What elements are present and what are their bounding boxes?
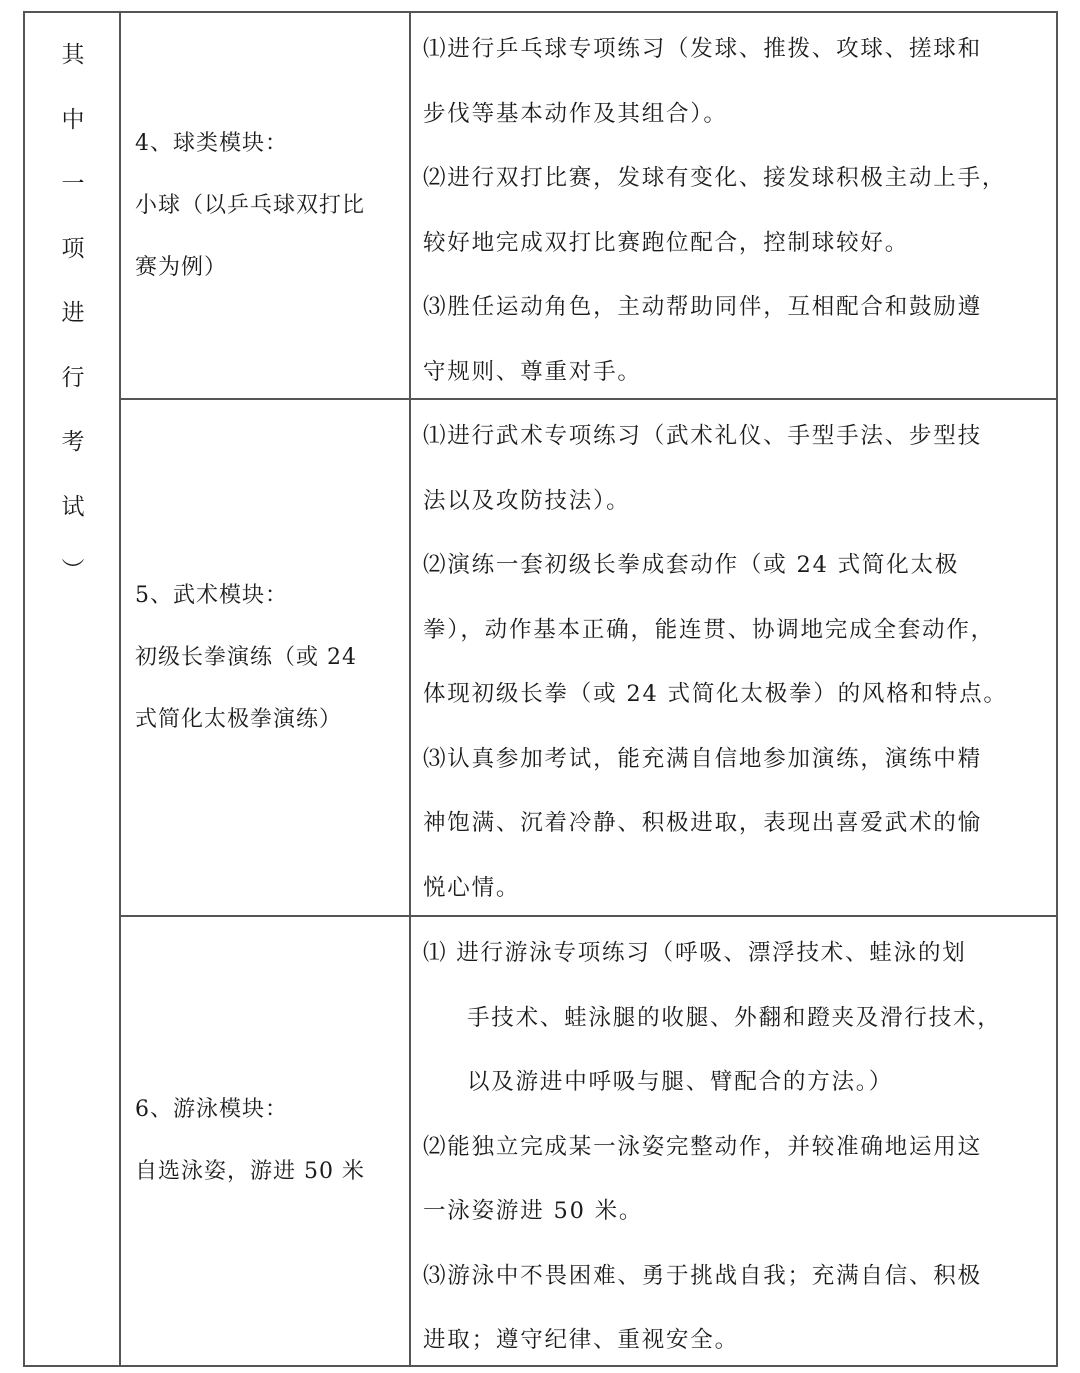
requirement-line: 较好地完成双打比赛跑位配合，控制球较好。 (423, 229, 910, 256)
requirement-line: 神饱满、沉着冷静、积极进取，表现出喜爱武术的愉 (423, 810, 982, 836)
requirement-line: 进取；遵守纪律、重视安全。 (423, 1327, 739, 1353)
side-label-char: ︶ (61, 558, 85, 584)
requirements-cell-wushu (413, 400, 1058, 915)
module-subtitle-line: 小球（以乒乓球双打比 (135, 192, 366, 218)
requirement-line: 拳），动作基本正确，能连贯、协调地完成全套动作， (423, 616, 995, 643)
side-label-char: 中 (61, 106, 85, 133)
requirement-line: ⑵进行双打比赛，发球有变化、接发球积极主动上手， (423, 165, 1007, 191)
side-label (25, 35, 121, 616)
side-label-char: 考 (61, 429, 85, 455)
requirement-line: 步伐等基本动作及其组合）。 (423, 100, 728, 127)
module-subtitle-line: 式简化太极拳演练） (135, 706, 343, 732)
side-label-char: 项 (61, 235, 85, 262)
requirement-line: 法以及攻防技法）。 (423, 487, 631, 514)
module-title: 5、武术模块： (135, 582, 288, 608)
requirements-cell-swimming (413, 917, 1058, 1365)
side-label-char: 其 (61, 42, 85, 68)
side-label-char: 试 (61, 493, 85, 520)
requirement-line: ⑴ 进行游泳专项练习（呼吸、漂浮技术、蛙泳的划 (423, 940, 967, 966)
side-label-char: 一 (61, 171, 85, 197)
requirement-line: ⑶认真参加考试，能充满自信地参加演练，演练中精 (423, 745, 982, 772)
module-subtitle-line: 赛为例） (135, 254, 228, 280)
module-cell-ball (123, 13, 411, 398)
requirement-line: 以及游进中呼吸与腿、臂配合的方法。） (467, 1069, 894, 1095)
requirement-line: 手技术、蛙泳腿的收腿、外翻和蹬夹及滑行技术， (467, 1004, 1002, 1031)
requirement-line: 一泳姿游进 50 米。 (423, 1198, 644, 1224)
module-cell-swimming (123, 917, 411, 1365)
curriculum-table (23, 11, 1058, 1367)
side-label-cell (25, 13, 121, 1365)
requirement-line: ⑶游泳中不畏困难、勇于挑战自我；充满自信、积极 (423, 1262, 982, 1289)
requirement-line: 悦心情。 (423, 874, 521, 901)
module-title: 6、游泳模块： (135, 1097, 288, 1122)
module-subtitle-line: 自选泳姿，游进 50 米 (135, 1159, 365, 1184)
module-subtitle-line: 初级长拳演练（或 24 (135, 644, 357, 670)
requirement-line: ⑴进行乒乓球专项练习（发球、推拨、攻球、搓球和 (423, 36, 982, 62)
requirement-line: 守规则、尊重对手。 (423, 358, 642, 385)
side-label-char: 进 (61, 300, 85, 326)
requirement-line: ⑶胜任运动角色，主动帮助同伴，互相配合和鼓励遵 (423, 294, 982, 320)
module-cell-wushu (123, 400, 411, 915)
side-label-char: 行 (61, 364, 85, 391)
requirement-line: ⑵能独立完成某一泳姿完整动作，并较准确地运用这 (423, 1133, 982, 1160)
requirement-line: ⑵演练一套初级长拳成套动作（或 24 式简化太极 (423, 552, 960, 578)
module-title: 4、球类模块： (135, 130, 288, 156)
requirement-line: ⑴进行武术专项练习（武术礼仪、手型手法、步型技 (423, 423, 982, 449)
requirements-cell-ball (413, 13, 1058, 398)
requirement-line: 体现初级长拳（或 24 式简化太极拳）的风格和特点。 (423, 681, 1008, 707)
